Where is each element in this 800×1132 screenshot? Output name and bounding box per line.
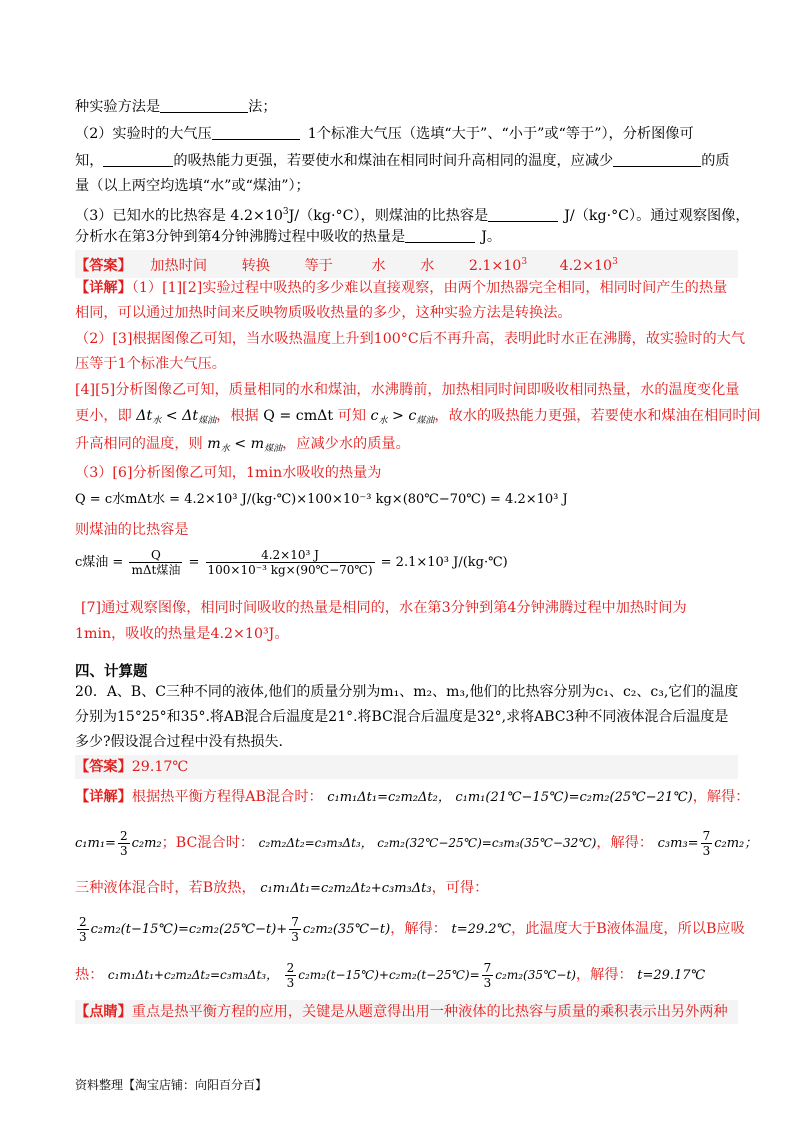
- answer-blank: [212, 125, 300, 140]
- text: J。: [481, 229, 502, 245]
- text: 三种液体混合时，若B放热，: [75, 880, 256, 896]
- inequality-formula: $\Delta t_水 < \Delta t_{煤油}$: [136, 408, 217, 426]
- numerator: 2: [286, 960, 295, 975]
- detail-line: [75, 958, 738, 993]
- tip-tag: 【点睛】: [75, 1004, 132, 1020]
- answer-item: 转换: [241, 258, 270, 274]
- detail-line: [75, 596, 738, 620]
- text: ，可得：: [431, 880, 489, 896]
- text: 根据热平衡方程得AB混合时：: [131, 789, 323, 805]
- formula-line: c煤油 = $\frac{Q}{\text{mΔt煤油}}$ = $\frac{\text{4.2×10³ J}}{\text{100×10⁻³ kg×(90℃−70℃)}}$ = 2.1×10³ J/(kg·℃): [75, 548, 508, 577]
- answer-item: 4.2×10: [559, 258, 613, 274]
- tip-line: [75, 1000, 738, 1024]
- detail-tag: 【详解】: [75, 280, 132, 296]
- denominator: 3: [483, 975, 492, 990]
- formula-line: [75, 488, 738, 512]
- formula: c₂m₂(t−15℃)+c₂m₂(t−25℃)=: [298, 968, 480, 982]
- detail-line: [75, 432, 738, 461]
- detail-line: [75, 404, 761, 433]
- denominator: 3: [702, 843, 711, 858]
- question-line: [75, 705, 738, 729]
- text: （1）[1][2]实验过程中吸热的多少难以直接观察，由两个加热器完全相同，相同时间产生的热量: [131, 280, 728, 296]
- fraction: [77, 915, 89, 944]
- formula: c₁m₁Δt₁=c₂m₂Δt₂+c₃m₃Δt₃: [260, 881, 432, 896]
- text: （3）[6]分析图像乙可知，1min水吸收的热量为: [75, 465, 382, 481]
- answer-item: 加热时间: [150, 258, 208, 274]
- text: ，解得：: [575, 967, 633, 983]
- numerator: 4.2×10³ J: [206, 548, 375, 563]
- text: （3）已知水的比热容是 4.2×10: [75, 208, 283, 224]
- formula: Q = cmΔt: [263, 408, 334, 424]
- formula: c₂m₂；: [714, 836, 758, 851]
- formula: c₂m₂(35℃−t): [302, 922, 391, 937]
- detail-line: [75, 912, 745, 947]
- text: 的吸热能力更强，若要使水和煤油在相同时间升高相同的温度，应减少: [173, 153, 614, 169]
- numerator: 7: [483, 960, 492, 975]
- text: 可知: [337, 408, 367, 424]
- answer-tag: 【答案】: [75, 258, 132, 274]
- numerator: Q: [129, 548, 182, 563]
- fraction: [206, 548, 375, 577]
- denominator: 3: [286, 975, 295, 990]
- answer-value: 29.17℃: [131, 759, 189, 775]
- formula: t=29.17℃: [637, 968, 706, 983]
- fraction: [482, 961, 494, 990]
- answer-item: 水: [420, 258, 435, 274]
- formula: c₂m₂Δt₂=c₃m₃Δt₃，: [258, 836, 373, 850]
- superscript: 3: [612, 257, 618, 267]
- question-line: [75, 225, 738, 249]
- footer-note: 资料整理【淘宝店铺：向阳百分百】: [75, 1078, 268, 1092]
- detail-line: [75, 301, 738, 325]
- formula: c₂m₂(32℃−25℃)=c₃m₃(35℃−32℃): [377, 836, 597, 850]
- question-line: [75, 95, 738, 119]
- numerator: 2: [119, 828, 128, 843]
- detail-tag: 【详解】: [75, 789, 132, 805]
- formula: c₁m₁Δt₁=c₂m₂Δt₂，: [327, 790, 451, 805]
- fraction: [285, 961, 297, 990]
- detail-line: [75, 876, 738, 901]
- text: J/（kg·°C），则煤油的比热容是: [288, 208, 489, 224]
- text: 压等于1个标准大气压。: [75, 356, 226, 372]
- detail-line: [75, 378, 738, 402]
- text: 量（以上两空均选填“水”或“煤油”）；: [75, 178, 310, 194]
- text: ，解得：: [692, 789, 750, 805]
- text: （2）实验时的大气压: [75, 126, 212, 142]
- text: 知，: [75, 153, 104, 169]
- text: [4][5]分析图像乙可知，质量相同的水和煤油，水沸腾前，加热相同时间即吸收相同热量，水的温度变化量: [75, 382, 740, 398]
- numerator: 7: [291, 914, 299, 929]
- answer-blank: [103, 152, 173, 167]
- question-line: [75, 149, 738, 173]
- denominator: 3: [119, 843, 128, 858]
- text: 升高相同的温度，则: [75, 436, 203, 452]
- detail-line: [75, 461, 738, 485]
- denominator: mΔt煤油: [131, 563, 181, 577]
- answer-blank: [405, 228, 475, 243]
- text: 分别为15°25°和35°.将AB混合后温度是21°.将BC混合后温度是32°,求将ABC3种不同液体混合后温度是: [75, 709, 729, 725]
- fraction: [118, 829, 130, 858]
- detail-line: [75, 622, 738, 646]
- answer-blank: [160, 98, 248, 113]
- answer-line: [75, 755, 738, 779]
- text: 更小，即: [75, 408, 132, 424]
- answer-tag: 【答案】: [75, 759, 132, 775]
- text: J/（kg·°C）。通过观察图像，: [564, 208, 750, 224]
- formula: c煤油 =: [75, 555, 124, 570]
- text: 20．A、B、C三种不同的液体,他们的质量分别为m₁、m₂、m₃,他们的比热容分别为c₁、c₂、c₃,它们的温度: [75, 684, 739, 700]
- formula: t=29.2℃: [451, 922, 512, 937]
- text: ，根据: [216, 408, 259, 424]
- text: 重点是热平衡方程的应用，关键是从题意得出用一种液体的比热容与质量的乘积表示出另外两种: [131, 1004, 728, 1020]
- fraction: [289, 915, 301, 944]
- text: ，应减少水的质量。: [282, 436, 410, 452]
- answer-item: 水: [371, 258, 386, 274]
- text: 种实验方法是: [75, 99, 161, 115]
- answer-blank: [613, 152, 701, 167]
- formula: c₃m₃=: [657, 836, 699, 851]
- formula: Q = c水mΔt水 = 4.2×10³ J/(kg·℃)×100×10⁻³ kg×(80℃−70℃) = 4.2×10³ J: [75, 492, 568, 507]
- text: 相同，可以通过加热时间来反映物质吸收热量的多少，这种实验方法是转换法。: [75, 305, 572, 321]
- text: 热：: [75, 967, 104, 983]
- detail-line: [75, 327, 746, 351]
- formula: c₁m₁Δt₁+c₂m₂Δt₂=c₃m₃Δt₃，: [107, 968, 279, 982]
- inequality-formula: $c_水 > c_{煤油}$: [370, 408, 435, 426]
- text: [7]通过观察图像，相同时间吸收的热量是相同的，水在第3分钟到第4分钟沸腾过程中加热时间为: [81, 600, 687, 616]
- text: ，此温度大于B液体温度，所以B应吸: [511, 921, 745, 937]
- detail-line: [75, 826, 758, 861]
- answer-blank: [488, 207, 558, 222]
- superscript: 3: [521, 257, 528, 267]
- numerator: 7: [702, 828, 711, 843]
- answer-item: 2.1×10: [468, 258, 522, 274]
- fraction: [701, 829, 713, 858]
- text: ，解得：: [596, 835, 654, 851]
- formula: c₁m₁(21℃−15℃)=c₂m₂(25℃−21℃): [455, 790, 693, 805]
- text: 1个标准大气压（选填“大于”、“小于”或“等于”），分析图像可: [307, 126, 694, 142]
- question-line: [75, 174, 738, 198]
- detail-line: [75, 352, 738, 376]
- section-title: 四、计算题: [75, 664, 148, 680]
- numerator: 2: [79, 914, 87, 929]
- formula: c₂m₂(t−15℃)=c₂m₂(25℃−t)+: [90, 922, 288, 937]
- text: ，解得：: [390, 921, 447, 937]
- detail-line: [75, 276, 738, 300]
- text: 多少?假设混合过程中没有热损失.: [75, 734, 283, 750]
- question-line: [75, 730, 738, 754]
- text: ，故水的吸热能力更强，若要使水和煤油在相同时间: [434, 408, 761, 424]
- fraction: [129, 548, 182, 577]
- denominator: 3: [79, 929, 87, 944]
- detail-line: [75, 785, 750, 810]
- text: 法；: [248, 99, 277, 115]
- superscript: 3: [282, 207, 289, 217]
- formula: = 2.1×10³ J/(kg·℃): [380, 555, 508, 570]
- inequality-formula: $m_水 < m_{煤油}$: [207, 436, 283, 454]
- formula: c₂m₂: [131, 836, 162, 851]
- text: 则煤油的比热容是: [75, 522, 189, 538]
- denominator: 100×10⁻³ kg×(90℃−70℃): [207, 563, 373, 577]
- question-line: [75, 680, 738, 704]
- formula: c₂m₂(35℃−t): [495, 968, 576, 982]
- text: 1min，吸收的热量是4.2×10³J。: [75, 626, 289, 642]
- detail-line: [75, 518, 738, 542]
- question-line: [75, 200, 750, 228]
- denominator: 3: [291, 929, 299, 944]
- text: 的质: [701, 153, 730, 169]
- text: （2）[3]根据图像乙可知，当水吸热温度上升到100°C后不再升高，表明此时水正在沸腾，故实验时的大气: [75, 331, 746, 347]
- formula: c₁m₁=: [75, 836, 116, 851]
- answer-line: [75, 250, 738, 278]
- answer-item: 等于: [304, 258, 333, 274]
- text: ；BC混合时：: [161, 835, 255, 851]
- text: 分析水在第3分钟到第4分钟沸腾过程中吸收的热量是: [75, 229, 406, 245]
- question-line: [75, 122, 738, 146]
